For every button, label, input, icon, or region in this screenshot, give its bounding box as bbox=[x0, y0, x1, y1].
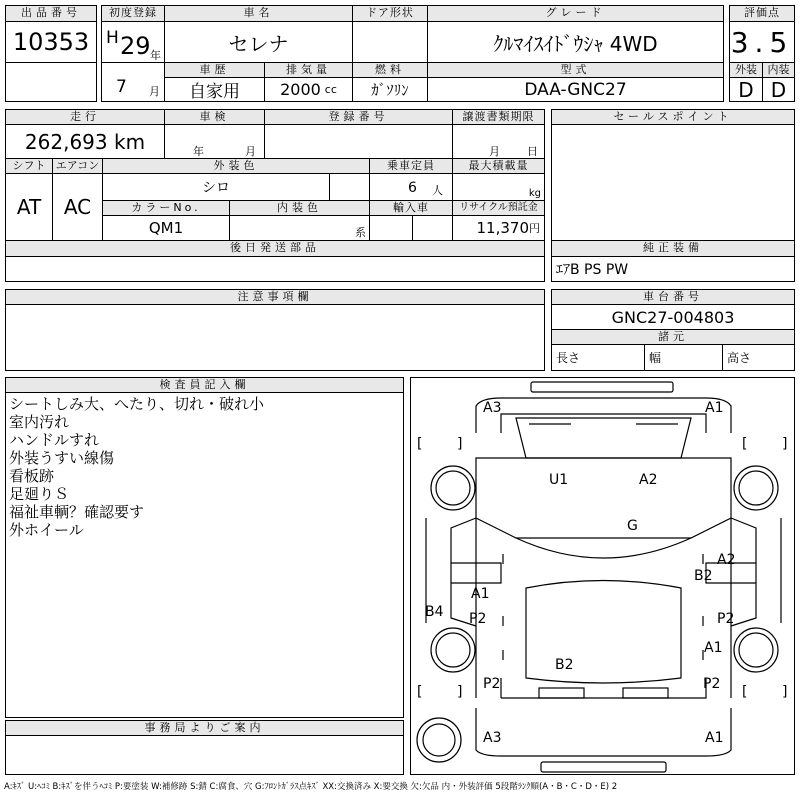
door-value bbox=[352, 21, 428, 63]
door-header: ドア形状 bbox=[352, 5, 428, 22]
inspector-note: ハンドルすれ bbox=[9, 431, 100, 449]
wheel-front-left bbox=[431, 466, 475, 510]
damage-label: A3 bbox=[483, 730, 502, 746]
history-header: 車歴 bbox=[164, 62, 265, 78]
car-diagram-drawing bbox=[411, 378, 796, 776]
model-header: 型式 bbox=[427, 62, 724, 78]
inspector-note: 看板跡 bbox=[9, 467, 55, 485]
first-registration bbox=[101, 21, 165, 63]
car-name-header: 車名 bbox=[164, 5, 353, 22]
exterior-color: シロ bbox=[102, 173, 330, 201]
registration-year: 29 bbox=[120, 32, 151, 60]
chassis-header: 車台番号 bbox=[551, 289, 795, 305]
damage-label: P2 bbox=[469, 611, 487, 627]
bracket-left-rear: [ bbox=[417, 684, 423, 700]
bracket-right: [ bbox=[742, 436, 748, 452]
registration-number bbox=[264, 124, 453, 159]
shift: AT bbox=[5, 173, 53, 241]
inspector-note: シートしみ大、へたり、切れ・破れ小 bbox=[9, 395, 265, 413]
capacity-unit: 人 bbox=[432, 184, 443, 197]
inspector-note: 外ホイール bbox=[9, 521, 84, 539]
inspection bbox=[164, 124, 265, 159]
month-unit: 月 bbox=[149, 85, 160, 98]
bracket-left-rear-close: ] bbox=[457, 684, 463, 700]
displacement: 2000 bbox=[280, 80, 321, 99]
damage-label: A1 bbox=[705, 730, 724, 746]
bracket-right-rear: [ bbox=[742, 684, 748, 700]
max-load-header: 最大積載量 bbox=[452, 158, 545, 174]
transfer-month-unit: 月 bbox=[489, 145, 500, 158]
damage-label: A2 bbox=[717, 552, 736, 568]
era: H bbox=[106, 28, 119, 48]
exterior-header: 外装 bbox=[729, 62, 763, 78]
car-name: セレナ bbox=[164, 21, 353, 63]
color-number-header: カラーNo. bbox=[102, 200, 230, 216]
bracket-right-rear-close: ] bbox=[782, 684, 788, 700]
damage-label: G bbox=[627, 518, 638, 534]
grade-header: グレード bbox=[427, 5, 724, 22]
import-cell-1 bbox=[369, 215, 413, 241]
registration-month-cell bbox=[101, 62, 165, 102]
recycle-cell bbox=[452, 215, 545, 241]
equipment: ｴｱB PS PW bbox=[551, 256, 795, 282]
displacement-unit: cc bbox=[324, 83, 337, 96]
width-cell: 幅 bbox=[644, 344, 723, 371]
damage-label: P2 bbox=[483, 676, 501, 692]
later-parts bbox=[5, 256, 545, 282]
score: 3.5 bbox=[729, 21, 795, 63]
history: 自家用 bbox=[164, 77, 265, 102]
inspection-month-unit: 月 bbox=[245, 145, 256, 158]
inspection-year-unit: 年 bbox=[193, 145, 204, 158]
specs-header: 諸元 bbox=[551, 329, 795, 345]
interior-grade: D bbox=[762, 77, 795, 102]
wheel-rear-right bbox=[734, 628, 778, 672]
notes-header: 注意事項欄 bbox=[5, 289, 545, 305]
inspector-note: 足廻りＳ bbox=[9, 485, 70, 503]
lot-number-blank bbox=[5, 62, 97, 102]
registration-month: 7 bbox=[116, 77, 127, 97]
inspector-note: 福祉車輌？確認要す bbox=[9, 503, 145, 521]
damage-label: A1 bbox=[471, 586, 490, 602]
recycle-fee: 11,370 bbox=[476, 219, 529, 237]
first-registration-header: 初度登録 bbox=[101, 5, 165, 22]
displacement-header: 排気量 bbox=[264, 62, 353, 78]
damage-label: A3 bbox=[483, 400, 502, 416]
grade: ｸﾙﾏｲｽｲﾄﾞｳｼｬ 4WD bbox=[427, 21, 724, 63]
capacity-header: 乗車定員 bbox=[369, 158, 453, 174]
displacement-cell bbox=[264, 77, 353, 102]
exterior-color-blank bbox=[329, 173, 370, 201]
import-header: 輸入車 bbox=[369, 200, 453, 216]
inspector-note: 室内汚れ bbox=[9, 413, 70, 431]
color-number: QM1 bbox=[102, 215, 230, 241]
import-cell-2 bbox=[412, 215, 453, 241]
height-cell: 高さ bbox=[722, 344, 795, 371]
fuel-header: 燃料 bbox=[352, 62, 428, 78]
registration-number-header: 登録番号 bbox=[264, 109, 453, 125]
inspector-notes bbox=[9, 395, 264, 539]
damage-label: B4 bbox=[425, 604, 444, 620]
legend: A:ｷｽﾞ U:ﾍｺﾐ B:ｷｽﾞを伴うﾍｺﾐ P:要塗装 W:補修跡 S:錆 C:腐食、穴 G:ﾌﾛﾝﾄｶﾞﾗｽ点ｷｽﾞ XX:交換済み X:要交換 欠:欠品 内・外装評価 5段階ﾗﾝｸ順(A・B・C・D・E) 2 bbox=[4, 782, 618, 792]
lot-number: 10353 bbox=[5, 21, 97, 63]
notes-area bbox=[5, 304, 545, 371]
score-header: 評価点 bbox=[729, 5, 795, 22]
capacity: 6 bbox=[408, 180, 417, 196]
inspector-header: 検査員記入欄 bbox=[5, 377, 404, 393]
sales-points-header: セールスポイント bbox=[551, 109, 795, 125]
lot-number-header: 出品番号 bbox=[5, 5, 97, 22]
capacity-cell bbox=[369, 173, 453, 201]
bracket-left-close: ] bbox=[457, 436, 463, 452]
damage-label: B2 bbox=[694, 568, 713, 584]
interior-color-suffix: 系 bbox=[355, 226, 366, 239]
recycle-header: リサイクル預託金 bbox=[452, 200, 545, 216]
recycle-unit: 円 bbox=[529, 222, 540, 235]
later-parts-header: 後日発送部品 bbox=[5, 240, 545, 257]
office-area bbox=[5, 735, 404, 775]
year-unit: 年 bbox=[150, 49, 161, 62]
transfer-day-unit: 日 bbox=[527, 145, 538, 158]
max-load-unit: kg bbox=[528, 188, 541, 199]
inspector-note: 外装うすい線傷 bbox=[9, 449, 115, 467]
fuel: ｶﾞｿﾘﾝ bbox=[352, 77, 428, 102]
damage-label: A1 bbox=[705, 400, 724, 416]
aircon-header: エアコン bbox=[52, 158, 103, 174]
bracket-right-close: ] bbox=[782, 436, 788, 452]
damage-label: U1 bbox=[549, 472, 569, 488]
damage-label: B2 bbox=[555, 657, 574, 673]
length-cell: 長さ bbox=[551, 344, 645, 371]
car-diagram bbox=[410, 377, 795, 775]
mileage-header: 走行 bbox=[5, 109, 165, 125]
interior-color-header: 内装色 bbox=[229, 200, 370, 216]
damage-label: A1 bbox=[704, 640, 723, 656]
sales-points bbox=[551, 124, 795, 241]
equipment-header: 純正装備 bbox=[551, 240, 795, 257]
wheel-rear-left bbox=[431, 628, 475, 672]
exterior-grade: D bbox=[729, 77, 763, 102]
mileage: 262,693 km bbox=[5, 124, 165, 159]
chassis-number: GNC27-004803 bbox=[551, 304, 795, 330]
interior-header: 内装 bbox=[762, 62, 795, 78]
wheel-front-right bbox=[734, 466, 778, 510]
damage-label: A2 bbox=[639, 472, 658, 488]
max-load bbox=[452, 173, 545, 201]
exterior-color-header: 外装色 bbox=[102, 158, 370, 174]
damage-label: P2 bbox=[717, 611, 735, 627]
inspection-header: 車検 bbox=[164, 109, 265, 125]
shift-header: シフト bbox=[5, 158, 53, 174]
transfer-deadline bbox=[452, 124, 545, 159]
aircon: AC bbox=[52, 173, 103, 241]
spare-wheel bbox=[417, 718, 461, 762]
transfer-deadline-header: 譲渡書類期限 bbox=[452, 109, 545, 125]
interior-color bbox=[229, 215, 370, 241]
damage-label: P2 bbox=[703, 676, 721, 692]
bracket-left: [ bbox=[417, 436, 423, 452]
office-header: 事務局よりご案内 bbox=[5, 720, 404, 736]
model: DAA-GNC27 bbox=[427, 77, 724, 102]
